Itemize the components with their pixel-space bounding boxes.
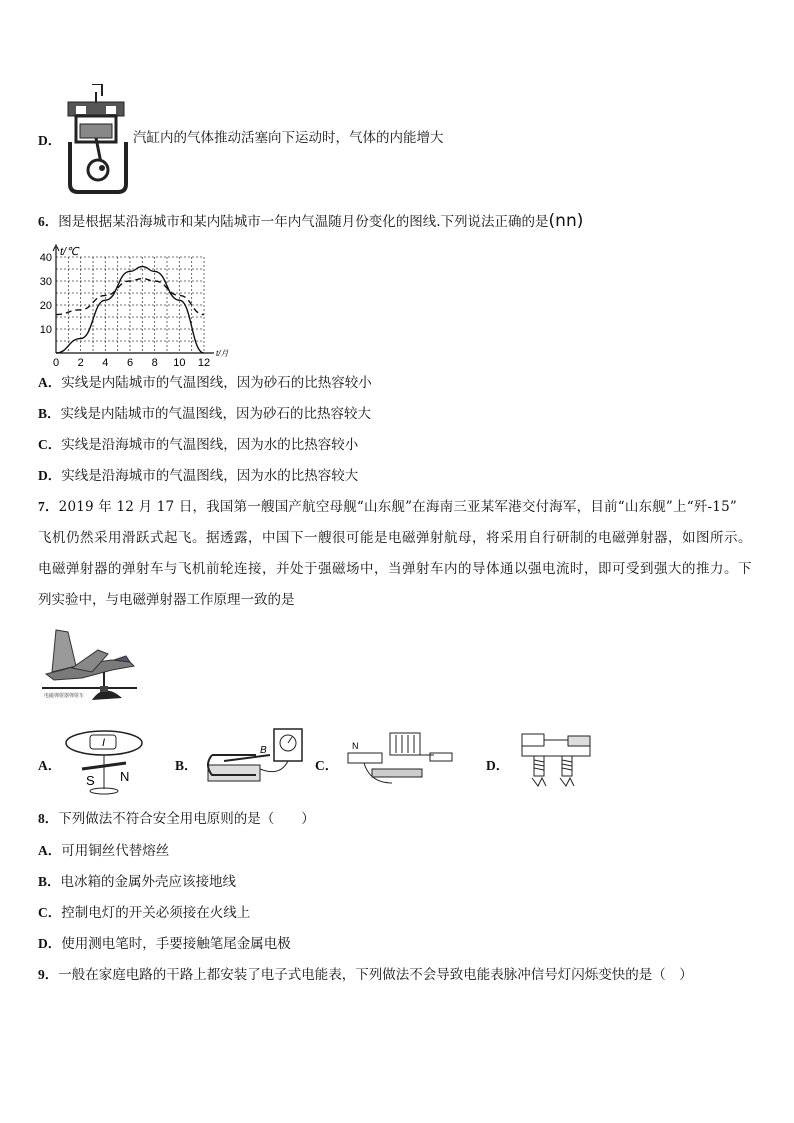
q8-number: 8． [38, 811, 59, 826]
q8-stem-text: 下列做法不符合安全用电原则的是（ ） [58, 811, 315, 827]
q6-number: 6． [38, 214, 59, 229]
q8-option-d-text: 使用测电笔时，手要接触笔尾金属电极 [61, 936, 291, 952]
y-axis-label: t/℃ [60, 246, 79, 258]
x-tick-label: 6 [126, 357, 134, 369]
q8-option-c [38, 904, 250, 922]
q7-line-1-text: 2019 年 12 月 17 日，我国第一艘国产航空母舰“山东舰”在海南三亚某军港交付海军，目前“山东舰”上“歼-15” [58, 499, 737, 515]
jet-figure-caption: 电磁弹射器弹射车 [44, 693, 85, 699]
q6-option-a-text: 实线是内陆城市的气温图线，因为砂石的比热容较小 [61, 375, 372, 391]
q7-option-d-label: D． [486, 758, 510, 773]
temperature-chart [32, 242, 232, 372]
q7-line-2: 飞机仍然采用滑跃式起飞。据透露，中国下一艘很可能是电磁弹射航母，将采用自行研制的电磁弹射器，如图所示。 [38, 530, 752, 546]
q8-option-b-text: 电冰箱的金属外壳应该接地线 [60, 874, 237, 890]
q8-stem [38, 810, 315, 828]
q7-option-b-label: B． [175, 758, 198, 773]
q7-a-south-mark: S [86, 773, 95, 788]
x-axis-label: t/月 [216, 349, 229, 358]
q6-option-a-label: A． [38, 375, 62, 390]
q6-option-c [38, 436, 358, 454]
x-tick-label: 0 [52, 357, 60, 369]
x-tick-label: 2 [77, 357, 84, 369]
q7-option-a-figure [62, 727, 147, 795]
q6-option-c-label: C． [38, 437, 62, 452]
x-tick-label: 12 [197, 357, 211, 369]
q6-option-d-label: D． [38, 468, 62, 483]
q5-option-d-label: D． [38, 133, 62, 148]
q7-line-3: 电磁弹射器的弹射车与飞机前轮连接，并处于强磁场中，当弹射车内的导体通以强电流时，即可受到强大的推力。下 [38, 561, 752, 577]
x-tick-label: 4 [102, 357, 109, 369]
q7-line-1 [38, 498, 737, 516]
q8-option-a-label: A． [38, 843, 62, 858]
q5-option-d-text: 汽缸内的气体推动活塞向下运动时，气体的内能增大 [133, 130, 444, 146]
q7-option-a-label: A． [38, 758, 62, 773]
y-tick-label: 20 [39, 300, 52, 312]
q8-option-a-text: 可用铜丝代替熔丝 [61, 843, 170, 859]
q7-option-b-figure [200, 725, 310, 787]
y-tick-label: 40 [39, 252, 52, 264]
q8-option-a [38, 842, 169, 860]
q6-option-d [38, 467, 358, 485]
q6-answer-paren: (nn) [548, 211, 584, 231]
q8-option-b [38, 873, 236, 891]
q7-b-mark: B [260, 745, 267, 756]
q7-a-north-mark: N [120, 769, 130, 784]
q7-option-d-figure [516, 728, 598, 790]
q6-stem-text: 图是根据某沿海城市和某内陆城市一年内气温随月份变化的图线.下列说法正确的是 [58, 214, 549, 230]
q7-option-c-figure [342, 727, 457, 789]
q8-option-d-label: D． [38, 936, 62, 951]
y-tick-label: 10 [39, 324, 52, 336]
q9-number: 9． [38, 967, 59, 982]
q6-option-b [38, 405, 371, 423]
q8-option-b-label: B． [38, 874, 61, 889]
q7-a-current-mark: I [102, 737, 106, 749]
q6-option-a [38, 374, 372, 392]
x-tick-label: 8 [151, 357, 158, 369]
q6-option-b-text: 实线是内陆城市的气温图线，因为砂石的比热容较大 [60, 406, 372, 422]
q8-option-c-text: 控制电灯的开关必须接在火线上 [61, 905, 251, 921]
x-tick-label: 10 [173, 357, 186, 369]
q8-option-c-label: C． [38, 905, 62, 920]
q7-option-c-label: C． [315, 758, 339, 773]
q6-option-d-text: 实线是沿海城市的气温图线，因为水的比热容较大 [61, 468, 359, 484]
q8-option-d [38, 935, 291, 953]
q7-c-mark: N [352, 741, 359, 751]
jet-catapult-figure [42, 620, 137, 708]
y-tick-label: 30 [39, 276, 52, 288]
engine-cylinder-figure [62, 84, 132, 194]
q7-number: 7． [38, 499, 59, 514]
q6-stem [38, 212, 583, 231]
q7-line-4: 列实验中，与电磁弹射器工作原理一致的是 [38, 592, 295, 608]
q9-stem [38, 966, 693, 984]
q6-option-b-label: B． [38, 406, 61, 421]
q6-option-c-text: 实线是沿海城市的气温图线，因为水的比热容较小 [61, 437, 359, 453]
q9-stem-text: 一般在家庭电路的干路上都安装了电子式电能表，下列做法不会导致电能表脉冲信号灯闪烁变快的是（ ） [58, 967, 693, 983]
